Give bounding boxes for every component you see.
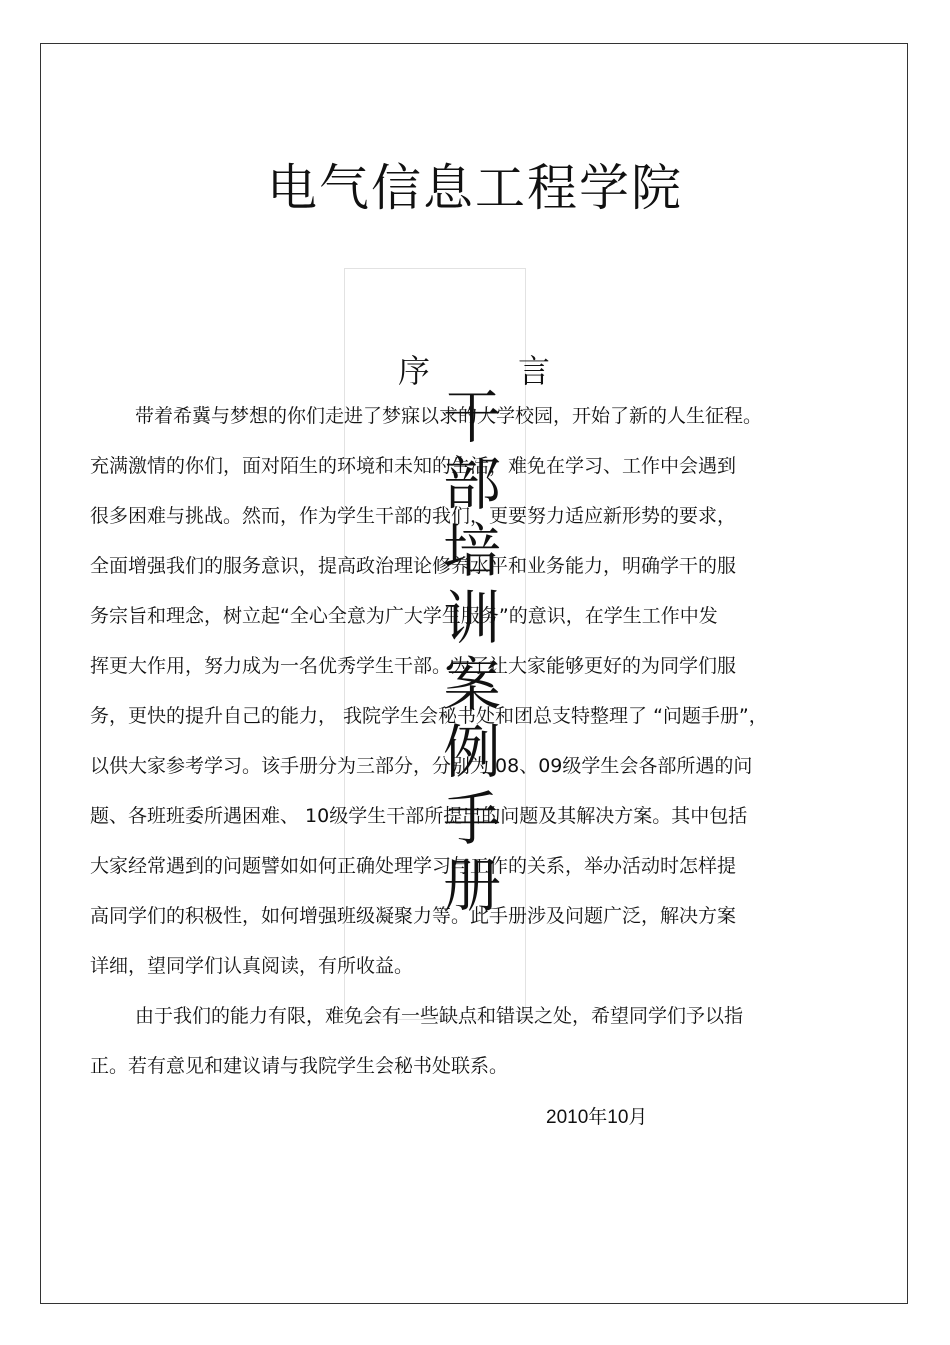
paragraph-line: 很多困难与挑战。然而，作为学生干部的我们，更要努力适应新形势的要求，: [90, 505, 737, 527]
paragraph-line: 务宗旨和理念，树立起“全心全意为广大学生服务”的意识，在学生工作中发: [90, 605, 718, 627]
document-title: 电气信息工程学院: [267, 159, 683, 217]
paragraph-line: 大家经常遇到的问题譬如如何正确处理学习与工作的关系，举办活动时怎样提: [90, 855, 737, 877]
preface-heading-char-2: 言: [518, 352, 551, 390]
preface-heading-char-1: 序: [398, 352, 431, 390]
paragraph-line: 题、各班班委所遇困难、 10级学生干部所提出的问题及其解决方案。其中包括: [90, 805, 748, 827]
paragraph-line: 带着希冀与梦想的你们走进了梦寐以求的大学校园，开始了新的人生征程。: [135, 405, 763, 427]
paragraph-line: 正。若有意见和建议请与我院学生会秘书处联系。: [90, 1055, 509, 1077]
paragraph-line: 以供大家参考学习。该手册分为三部分，分别为 08、09级学生会各部所遇的问: [90, 755, 753, 777]
paragraph-line: 全面增强我们的服务意识，提高政治理论修养水平和业务能力，明确学干的服: [90, 555, 737, 577]
paragraph-line: 务，更快的提升自己的能力， 我院学生会秘书处和团总支特整理了 “问题手册”，: [90, 705, 768, 727]
paragraph-line: 高同学们的积极性，如何增强班级凝聚力等。此手册涉及问题广泛，解决方案: [90, 905, 737, 927]
paragraph-line: 详细，望同学们认真阅读，有所收益。: [90, 955, 414, 977]
paragraph-line: 挥更大作用，努力成为一名优秀学生干部。为了让大家能够更好的为同学们服: [90, 655, 737, 677]
document-date: 2010年10月: [546, 1107, 648, 1128]
paragraph-line: 充满激情的你们，面对陌生的环境和未知的生活，难免在学习、工作中会遇到: [90, 455, 737, 477]
paragraph-line: 由于我们的能力有限，难免会有一些缺点和错误之处，希望同学们予以指: [135, 1005, 744, 1027]
vertical-title: 干部培训案例手册: [433, 386, 501, 922]
